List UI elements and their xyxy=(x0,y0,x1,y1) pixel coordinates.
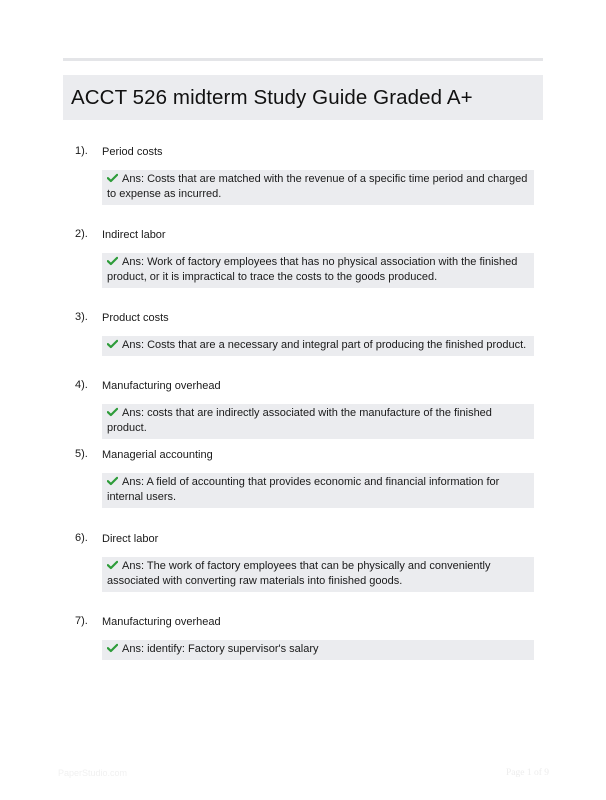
document-title: ACCT 526 midterm Study Guide Graded A+ xyxy=(71,85,473,109)
answer-box xyxy=(102,404,534,439)
question-term: Period costs xyxy=(102,146,163,158)
answer-box xyxy=(102,640,534,660)
page-number: Page 1 of 9 xyxy=(505,768,549,778)
question-term: Product costs xyxy=(102,312,169,324)
answer-box xyxy=(102,336,534,356)
question-number: 2). xyxy=(75,228,88,240)
question-number: 3). xyxy=(75,311,88,323)
answer-box xyxy=(102,170,534,205)
answer-text: Ans: Work of factory employees that has no physical association with the finished product, or it is impractical to trace the costs to the goods produced. xyxy=(107,256,518,283)
top-divider xyxy=(63,58,543,61)
answer-text: Ans: The work of factory employees that can be physically and conveniently associated with converting raw materials into finished goods. xyxy=(107,560,491,587)
check-icon xyxy=(107,476,118,486)
check-icon xyxy=(107,643,118,653)
question-term: Manufacturing overhead xyxy=(102,380,221,392)
answer-text: Ans: A field of accounting that provides economic and financial information for internal users. xyxy=(107,476,500,503)
question-term: Managerial accounting xyxy=(102,449,213,461)
question-term: Manufacturing overhead xyxy=(102,616,221,628)
question-number: 7). xyxy=(75,615,88,627)
answer-box xyxy=(102,557,534,592)
question-number: 5). xyxy=(75,448,88,460)
answer-text: Ans: identify: Factory supervisor's salary xyxy=(122,643,319,655)
answer-box xyxy=(102,253,534,288)
check-icon xyxy=(107,173,118,183)
question-term: Indirect labor xyxy=(102,229,166,241)
check-icon xyxy=(107,256,118,266)
footer-watermark: PaperStudio.com xyxy=(58,768,128,778)
question-number: 6). xyxy=(75,532,88,544)
question-term: Direct labor xyxy=(102,533,159,545)
question-number: 1). xyxy=(75,145,88,157)
check-icon xyxy=(107,560,118,570)
check-icon xyxy=(107,407,118,417)
answer-text: Ans: costs that are indirectly associated with the manufacture of the finished product. xyxy=(107,407,492,434)
answer-text: Ans: Costs that are matched with the revenue of a specific time period and charged to expense as incurred. xyxy=(107,173,528,200)
title-banner xyxy=(63,75,543,120)
question-number: 4). xyxy=(75,379,88,391)
answer-box xyxy=(102,473,534,508)
check-icon xyxy=(107,339,118,349)
answer-text: Ans: Costs that are a necessary and integral part of producing the finished product. xyxy=(122,339,527,351)
